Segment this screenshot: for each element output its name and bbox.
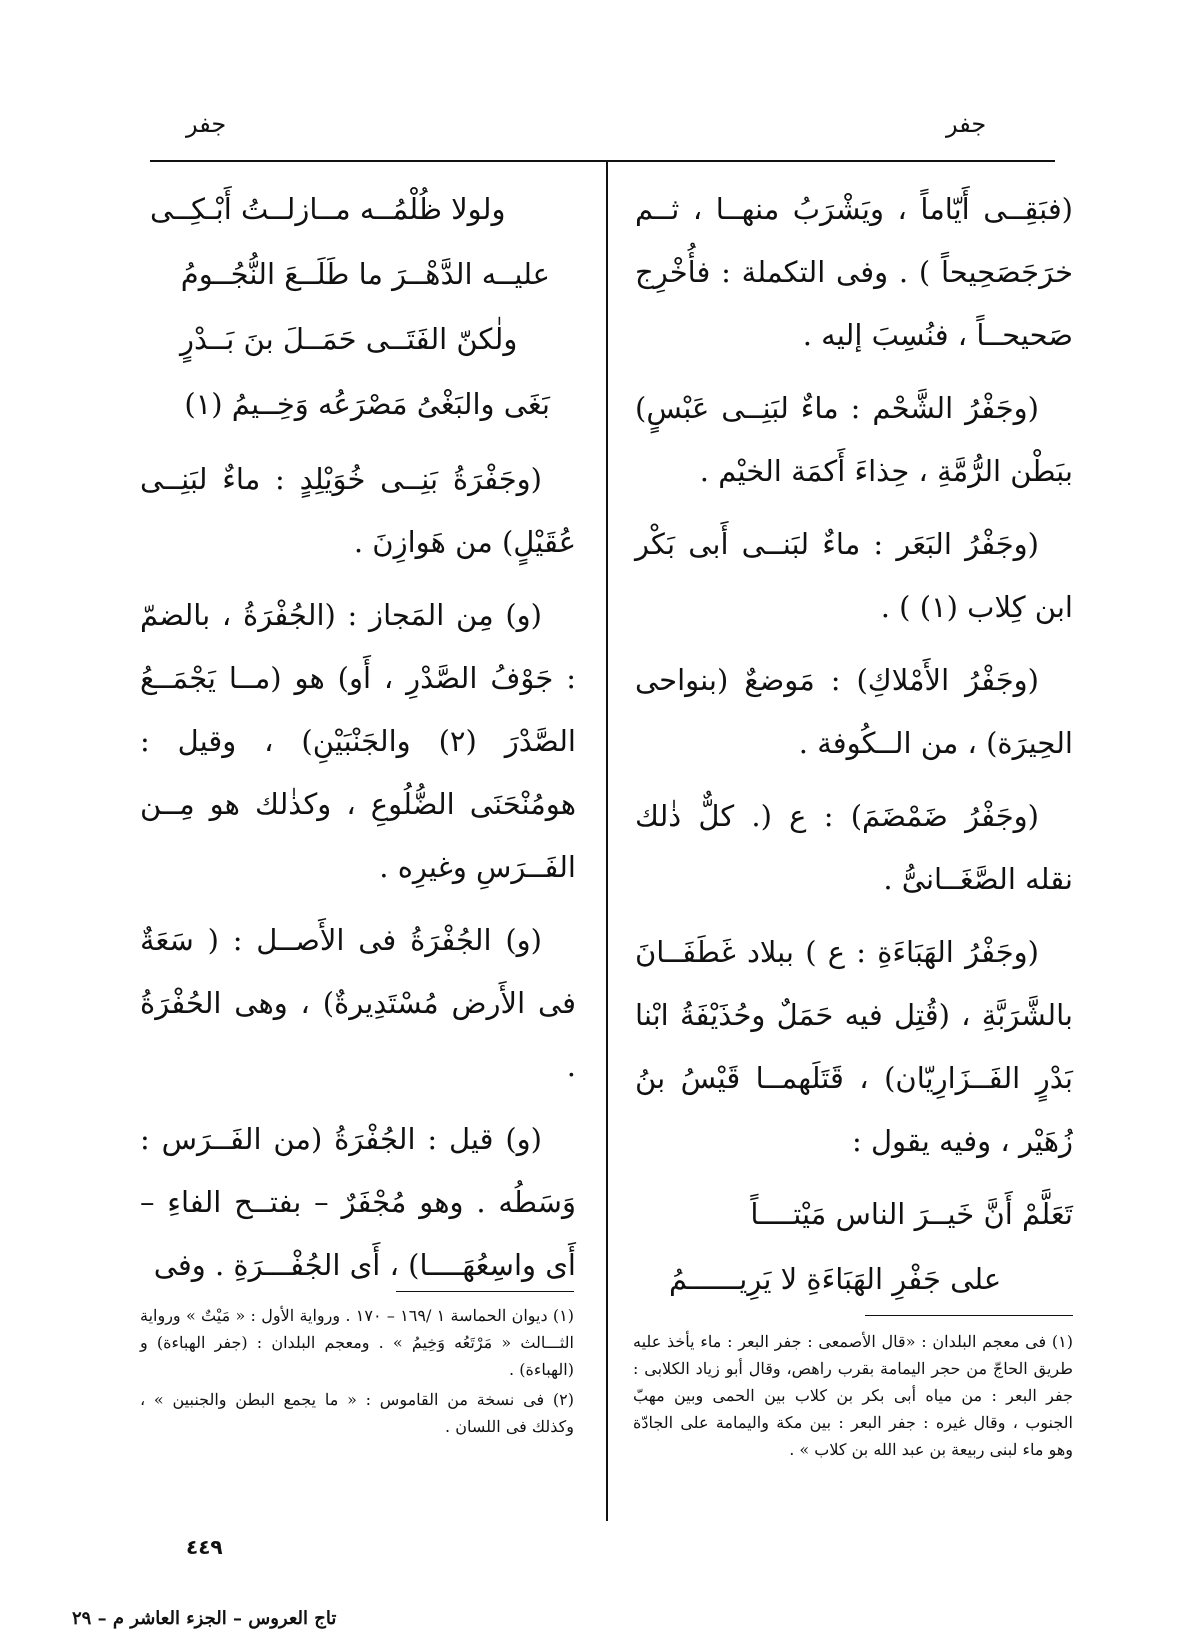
- left-column: [140, 178, 576, 1307]
- footnote-left-2: (٢) فى نسخة من القاموس : « ما يجمع البطن والجنبين » ، وكذلك فى اللسان .: [140, 1390, 574, 1436]
- footnotes-left: [140, 1302, 574, 1443]
- footnote-rule-left: [396, 1291, 574, 1292]
- left-paragraph-1: (وجَفْرَةُ بَنِــى خُوَيْلِدٍ : ماءٌ لبَنِــى عُقَيْلٍ) من هَوازِنَ .: [140, 462, 576, 559]
- footnote-right-1: (١) فى معجم البلدان : «قال الأصمعى : جفر البعر : ماء يأخذ عليه طريق الحاجّ من حجر اليمامة بقرب راهص، وقال أبو زياد الكلابى : جفر البعر : من مياه أبى بكر بن كلاب بين الحمى وبين مهبّ الجنوب ، وقال غيره : جفر البعر : بين مكة واليمامة على الجادّة وهو ماء لبنى ربيعة بن عبد الله بن كلاب » .: [633, 1332, 1073, 1459]
- right-paragraph-5: (وجَفْرُ ضَمْضَمَ) : ع (. كلٌّ ذٰلك نقله الصَّغَــانىُّ .: [635, 799, 1073, 896]
- left-verse-3: ولٰكنّ الفَتَــى حَمَــلَ بنَ بَــدْرٍ: [180, 322, 518, 356]
- right-paragraph-1: (فبَقِــى أَيّاماً ، ويَشْرَبُ منهــا ، ثــم خرَجَصَحِيحاً ) . وفى التكملة : فأُخْرِج صَحيحــاً ، فنُسِبَ إليه .: [635, 192, 1073, 352]
- running-head-left: جفر: [186, 110, 227, 138]
- right-paragraph-6: (وجَفْرُ الهَبَاءَةِ : ع ) ببلاد غَطَفَــانَ بالشَّرَبَّةِ ، (قُتِل فيه حَمَلٌ وحُذَيْفَةُ ابْنا بَدْرٍ الفَــزَارِيّان) ، قَتَلَهمــا قَيْسُ بنُ زُهَيْر ، وفيه يقول :: [635, 935, 1073, 1158]
- header-rule: [150, 160, 1055, 162]
- footnotes-right: [633, 1328, 1073, 1466]
- right-verse-2: على جَفْرِ الهَبَاءَةِ لا يَرِيــــــمُ: [669, 1262, 1002, 1296]
- running-head-right: جفر: [946, 110, 987, 138]
- left-verse-2: عليــه الدَّهْــرَ ما طَلَــعَ النُّجُــومُ: [180, 257, 550, 291]
- right-column: [635, 178, 1073, 1313]
- right-verse-1: تَعَلَّمْ أَنَّ خَيــرَ الناس مَيْتــــاً: [750, 1197, 1073, 1231]
- left-paragraph-3: (و) الجُفْرَةُ فى الأَصــل : ( سَعَةٌ فى الأَرض مُسْتَدِيرةٌ) ، وهى الحُفْرَةُ .: [140, 923, 576, 1083]
- right-paragraph-2: (وجَفْرُ الشَّحْم : ماءٌ لبَنِــى عَبْسٍ) ببَطْن الرُّمَّةِ ، حِذاءَ أَكمَة الخيْم .: [635, 391, 1073, 488]
- footnote-rule-right: [865, 1315, 1073, 1316]
- footnote-left-1: (١) ديوان الحماسة ١ /١٦٩ – ١٧٠ . ورواية الأول : « مَيْتٌ » ورواية الثـــالث « مَرْتَعُه وَخِيمُ » . ومعجم البلدان : (جفر الهباءة) و (الهباءة) .: [140, 1306, 574, 1379]
- right-paragraph-4: (وجَفْرُ الأَمْلاكِ) : مَوضعٌ (بنواحى الحِيرَة) ، من الــكُوفة .: [635, 663, 1073, 760]
- page-number: ٤٤٩: [186, 1535, 223, 1559]
- left-verse-1: ولولا ظُلْمُــه مــازلــتُ أَبْـكِــى: [150, 192, 506, 226]
- left-verse-4: بَغَى والبَغْىُ مَصْرَعُه وَخِــيمُ (١): [184, 387, 550, 421]
- column-divider: [606, 162, 608, 1521]
- left-paragraph-2: (و) مِن المَجاز : (الجُفْرَةُ ، بالضمّ : جَوْفُ الصَّدْرِ ، أَو) هو (مــا يَجْمَــعُ الصَّدْرَ (٢) والجَنْبَيْنِ) ، وقيل : هومُنْحَنَى الضُّلُوعِ ، وكذٰلك هو مِــن الفَــرَسِ وغيرِه .: [140, 598, 576, 884]
- book-footer: تاج العروس – الجزء العاشر م – ٢٩: [72, 1608, 337, 1629]
- right-paragraph-3: (وجَفْرُ البَعَر : ماءٌ لبَنــى أَبى بَكْر ابن كِلاب (١) ) .: [635, 527, 1073, 624]
- left-paragraph-4: (و) قيل : الجُفْرَةُ (من الفَــرَس : وَسَطُه . وهو مُجْفَرٌ – بفتــح الفاءِ – أَى واسِعُهَــــا) ، أَى الجُفْـــرَةِ . وفى: [140, 1122, 576, 1282]
